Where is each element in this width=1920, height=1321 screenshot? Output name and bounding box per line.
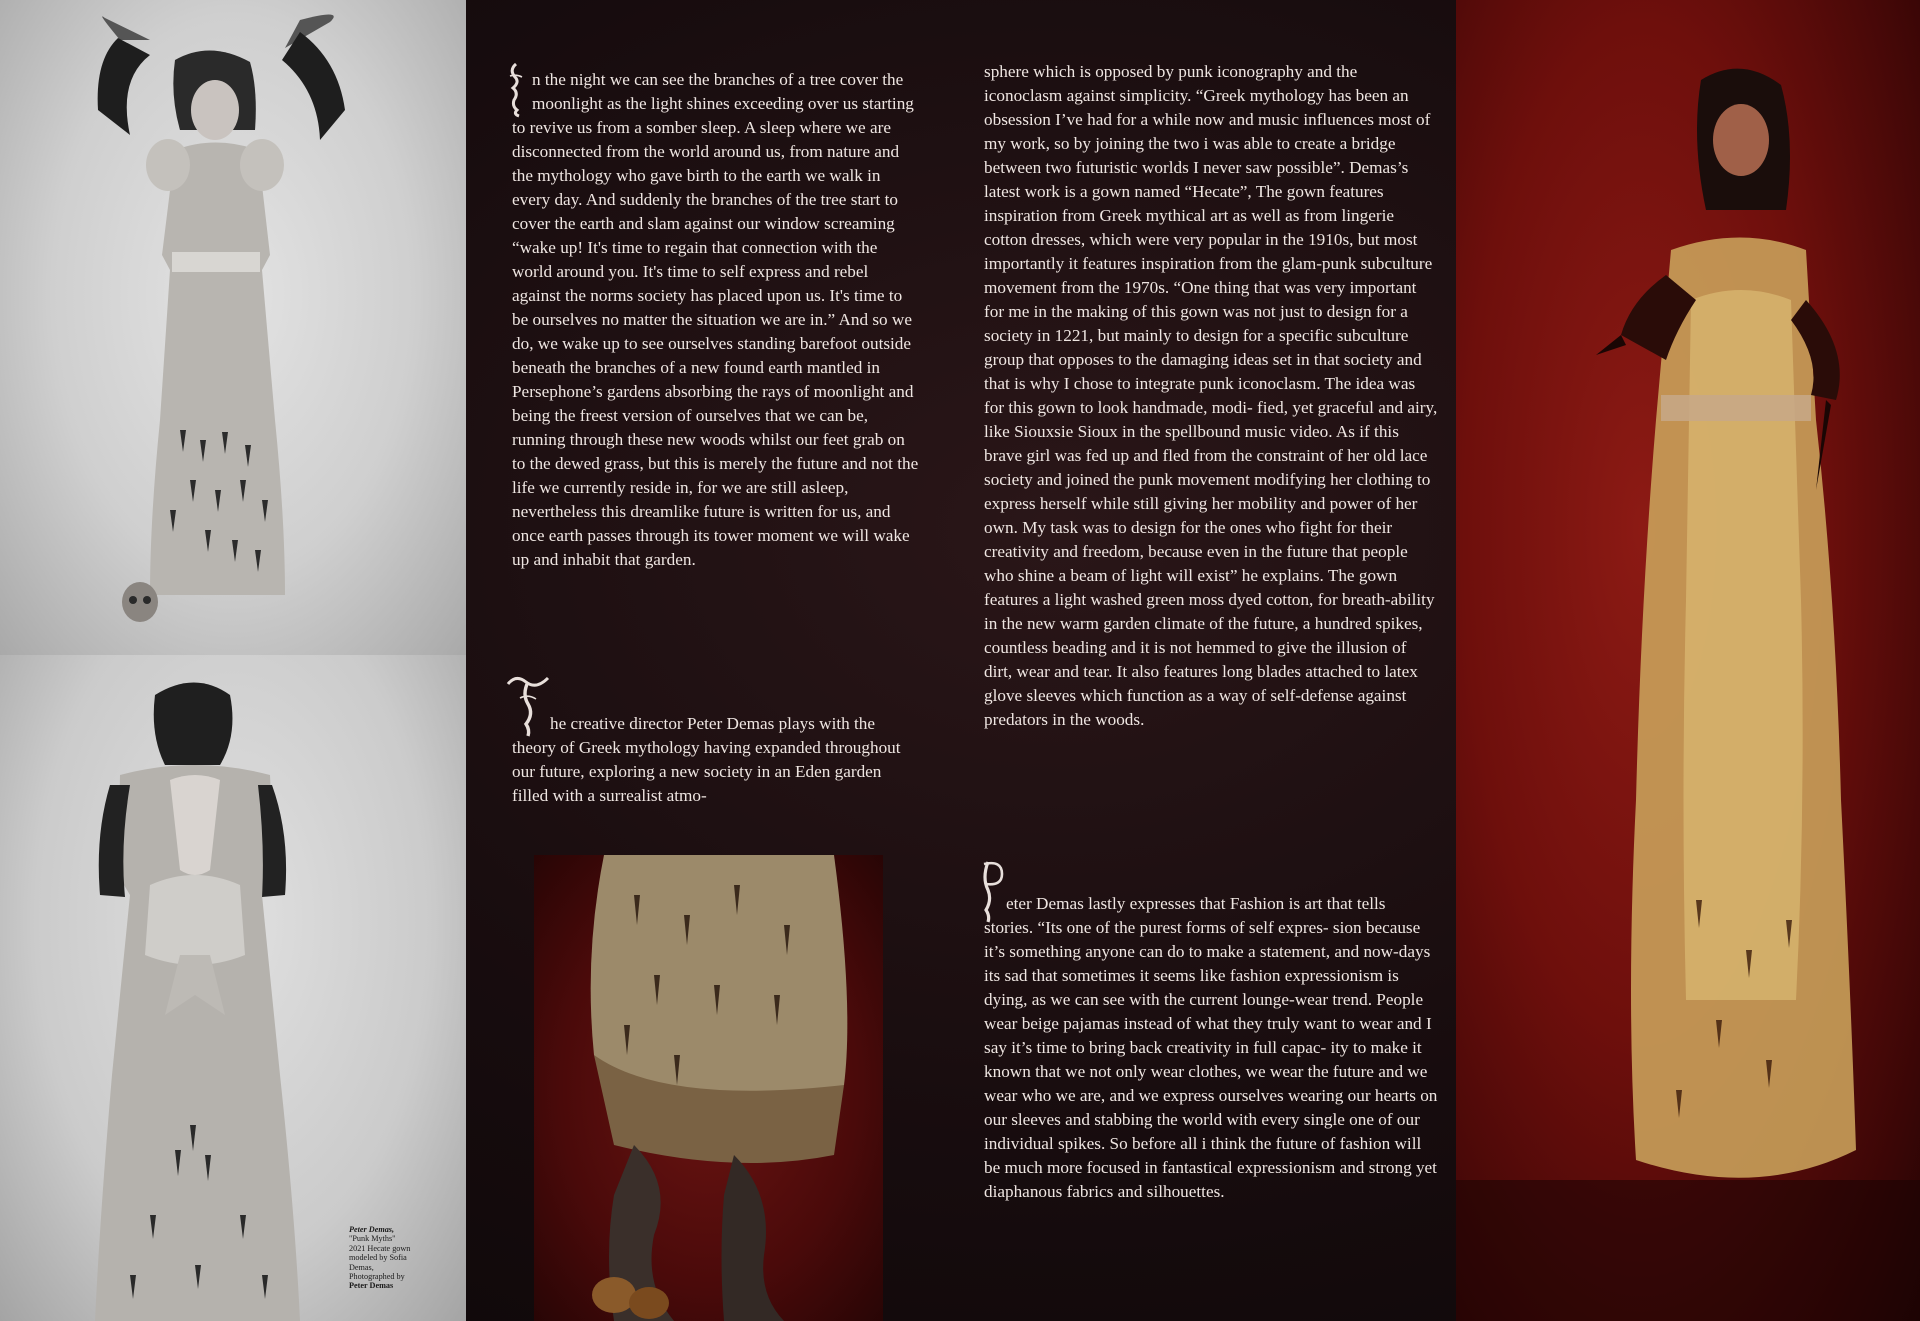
paragraph-intro bbox=[512, 68, 920, 572]
ornate-dropcap-t-icon bbox=[506, 674, 550, 718]
caption-title: "Punk Myths" bbox=[349, 1234, 396, 1244]
ornate-dropcap-i-icon bbox=[504, 64, 528, 112]
paragraph-creative-director-text: he creative director Peter Demas plays with the theory of Greek mythology having expanded throughout our future, exploring a new society in an Eden garden filled with a surrealist atmo- bbox=[512, 714, 901, 805]
caption-gown: 2021 Hecate gown bbox=[349, 1243, 411, 1253]
article-column-2 bbox=[984, 60, 1438, 732]
caption-photographed-by: Photographed by bbox=[349, 1272, 405, 1282]
paragraph-closing bbox=[984, 892, 1438, 1204]
photo-model-arms-raised bbox=[0, 0, 466, 655]
photo-credit-caption bbox=[349, 1225, 459, 1291]
photo-model-back-view bbox=[0, 655, 466, 1321]
caption-model-surname: Demas, bbox=[349, 1262, 374, 1272]
article-column-2-lower bbox=[984, 892, 1438, 1204]
caption-designer: Peter Demas, bbox=[349, 1225, 395, 1234]
paragraph-intro-text: n the night we can see the branches of a tree cover the moonlight as the light shines exceeding over us starting to revive us from a somber sleep. A sleep where we are disconnected from the world around us, from nature and the mythology who gave birth to the earth we walk in every day. And suddenly the branches of the tree start to cover the earth and slam against our window screaming “wake up! It's time to regain that connection with the world around you. It's time to self express and rebel against the norms society has placed upon us. It's time to be ourselves no matter the situation we are in.” And so we do, we wake up to see ourselves standing barefoot outside beneath the branches of a new found earth mantled in Persephone’s gardens absorbing the rays of moonlight and being the freest version of ourselves that we can be, running through these new woods whilst our feet grab on to the dewed grass, but this is merely the future and not the life we currently reside in, for we are still asleep, nevertheless this dreamlike future is written for us, and once earth passes through its tower moment we will wake up and inhabit that garden. bbox=[512, 70, 919, 569]
paragraph-closing-text: eter Demas lastly expresses that Fashion is art that tells stories. “Its one of the purest forms of self expres- sion because it’s something anyone can do to make a statement, and now-days its sad that sometimes it seems like fashion expressionism is dying, as we can see with the current lounge-wear trend. People wear beige pajamas instead of what they truly want to wear and I say it’s time to bring back creativity in full capac- ity to make it known that we not only wear clothes, we wear the future and we wear who we are, and we express ourselves wearing our hearts on our sleeves and stabbing the world with every single one of our individual spikes. So before all i think the future of fashion will be much more focused in fantastical expressionism and strong yet diaphanous fabrics and silhouettes. bbox=[984, 894, 1438, 1201]
caption-model: modeled by Sofia bbox=[349, 1253, 407, 1263]
article-column-1 bbox=[512, 68, 920, 572]
photo-gown-hem-detail bbox=[534, 855, 883, 1321]
paragraph-continued: sphere which is opposed by punk iconography and the iconoclasm against simplicity. “Greek mythology has been an obsession I’ve had for a while now and music influences most of my work, so by joining the two i was able to create a bridge between two futuristic worlds I never saw possible”. Demas’s latest work is a gown named “Hecate”, The gown features inspiration from Greek mythical art as well as from lingerie cotton dresses, which were very popular in the 1910s, but most importantly it features inspiration from the glam-punk subculture movement from the 1970s. “One thing that was very important for me in the making of this gown was not just to design for a society in 1221, but mainly to design for a specific subculture group that opposes to the damaging ideas set in that society and that is why I chose to integrate punk iconoclasm. The idea was for this gown to look handmade, modi- fied, yet graceful and airy, like Siouxsie Sioux in the spellbound music video. As if this brave girl was fed up and fled from the constraint of her old lace society and joined the punk movement modifying her clothing to express herself while still giving her mobility and power of her own. My task was to design for the ones who fight for their creativity and freedom, because even in the future that people who shine a beam of light will exist” he explains. The gown features a light washed green moss dyed cotton, for breath-ability in the new warm garden climate of the future, a hundred spikes, countless beading and it is not hemmed to give the illusion of dirt, wear and tear. It also features long blades attached to latex glove sleeves which function as a way of self-defense against predators in the woods. bbox=[984, 62, 1438, 729]
article-column-1-lower bbox=[512, 712, 920, 808]
photo-model-red-backdrop bbox=[1456, 0, 1920, 1321]
ornate-dropcap-p-icon bbox=[978, 860, 1004, 904]
paragraph-creative-director bbox=[512, 712, 920, 808]
caption-photographer: Peter Demas bbox=[349, 1281, 394, 1291]
